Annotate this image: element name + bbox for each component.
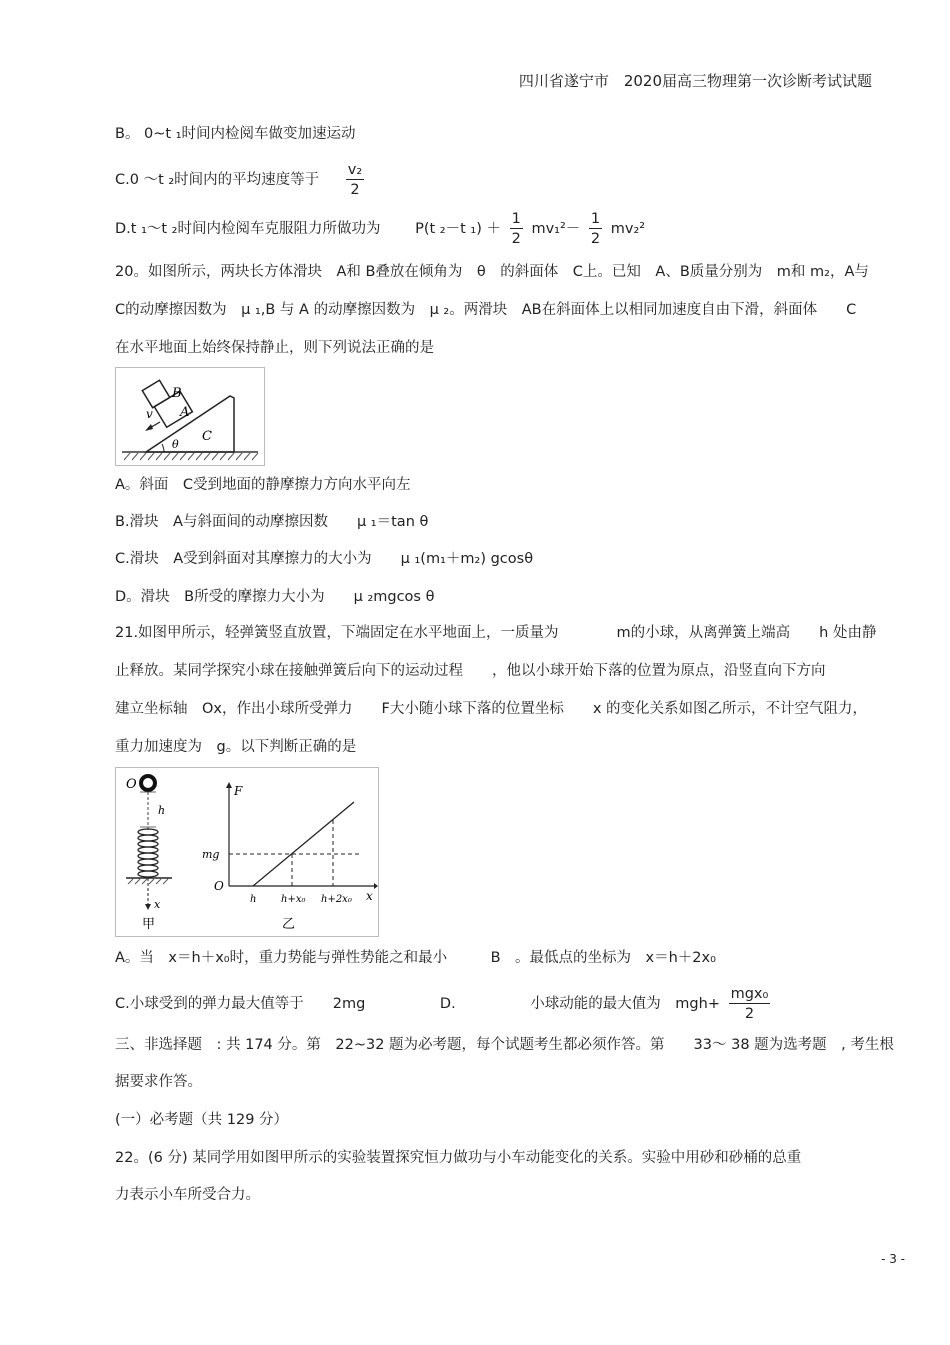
q20-option-d: D。滑块 B所受的摩擦力大小为 μ ₂mgcos θ	[115, 589, 435, 605]
q21-stem-line4: 重力加速度为 g。以下判断正确的是	[115, 739, 357, 755]
q21-option-d-text: 小球动能的最大值为 mgh+	[530, 996, 720, 1012]
page-number: - 3 -	[881, 1252, 905, 1266]
tick-h: h	[250, 894, 257, 905]
q19-c-numerator: v₂	[347, 161, 363, 178]
q21-stem-line2: 止释放。某同学探究小球在接触弹簧后向下的运动过程 ，他以小球开始下落的位置为原点，沿竖直向下方向	[115, 663, 826, 679]
q19-d-expr1: P(t ₂－t ₁) ＋	[415, 221, 501, 237]
q19-d-frac2-den: 2	[590, 230, 601, 247]
q21-option-d-label: D.	[439, 996, 456, 1012]
section3-line2: 据要求作答。	[115, 1074, 202, 1090]
document-header: 四川省遂宁市 2020届高三物理第一次诊断考试试题	[518, 72, 872, 90]
q21-stem-line1: 21.如图甲所示，轻弹簧竖直放置，下端固定在水平地面上，一质量为 m的小球，从离弹簧上端高 h 处由静	[115, 625, 877, 641]
q19-option-c	[115, 158, 368, 202]
jia-h-label: h	[158, 804, 166, 817]
label-c: C	[202, 429, 212, 444]
tick-h-plus-2x0: h+2x₀	[321, 894, 352, 905]
q20-stem-line2: C的动摩擦因数为 μ ₁,B 与 A 的动摩擦因数为 μ ₂。两滑块 AB在斜面体上以相同加速度自由下滑，斜面体 C	[115, 302, 857, 318]
q19-d-frac2-num: 1	[590, 210, 601, 227]
q20-option-b: B.滑块 A与斜面间的动摩擦因数 μ ₁＝tan θ	[115, 514, 429, 530]
label-a: A	[180, 405, 190, 420]
yi-caption: 乙	[282, 917, 296, 932]
q19-d-end: mv₂²	[610, 221, 646, 237]
q21-stem-line3: 建立坐标轴 Ox，作出小球所受弹力 F大小随小球下落的位置坐标 x 的变化关系如图乙所示，不计空气阻力，	[115, 701, 868, 717]
q20-option-a: A。斜面 C受到地面的静摩擦力方向水平向左	[115, 477, 411, 493]
spring-and-graph	[116, 768, 378, 936]
incline-diagram	[116, 368, 264, 465]
label-b: B	[172, 386, 182, 401]
q19-option-c-text: C.0 ～t ₂时间内的平均速度等于	[115, 172, 320, 188]
label-theta: θ	[172, 438, 179, 451]
q20-stem-line3: 在水平地面上始终保持静止，则下列说法正确的是	[115, 340, 434, 356]
section3-subheading: (一）必考题（共 129 分）	[115, 1112, 289, 1128]
q19-option-b: B。 0~t ₁时间内检阅车做变加速运动	[115, 126, 356, 142]
q21-option-c: C.小球受到的弹力最大值等于 2mg	[115, 996, 366, 1012]
force-line	[253, 802, 354, 886]
spring	[138, 829, 158, 877]
q19-d-fraction1	[510, 210, 523, 249]
q21-options-ab: A。当 x＝h＋x₀时，重力势能与弹性势能之和最小 B 。最低点的坐标为 x＝h＋2x₀	[115, 950, 716, 966]
q19-d-fraction2	[589, 210, 602, 249]
origin-label: O	[214, 879, 224, 893]
jia-caption: 甲	[142, 917, 156, 932]
f-axis-label: F	[234, 784, 243, 798]
q20-option-c: C.滑块 A受到斜面对其摩擦力的大小为 μ ₁(m₁＋m₂) gcosθ	[115, 551, 534, 567]
q19-option-d	[115, 207, 645, 251]
q21-options-cd	[115, 982, 774, 1026]
q20-stem-line1: 20。如图所示，两块长方体滑块 A和 B叠放在倾角为 θ 的斜面体 C上。已知 A、B质量分别为 m和 m₂，A与	[115, 264, 869, 280]
label-v: v	[146, 407, 153, 421]
q19-c-denominator: 2	[350, 181, 360, 198]
q21-d-denominator: 2	[744, 1005, 755, 1022]
tick-h-plus-x0: h+x₀	[281, 894, 306, 905]
q21-d-numerator: mgx₀	[730, 985, 769, 1002]
jia-x-label: x	[154, 898, 161, 911]
q20-incline-figure	[115, 367, 265, 466]
q19-d-frac1-den: 2	[511, 230, 521, 247]
q19-c-fraction	[346, 161, 364, 200]
ball	[141, 776, 155, 790]
q21-d-fraction	[729, 985, 771, 1024]
section3-line1: 三、非选择题 : 共 174 分。第 22~32 题为必考题，每个试题考生都必须作答。第 33～ 38 题为选考题 , 考生根	[115, 1037, 894, 1053]
q21-spring-figure	[115, 767, 379, 937]
q19-d-mid: mv₁²－	[531, 221, 581, 237]
x-axis-label: x	[366, 889, 373, 903]
jia-origin-label: O	[126, 777, 137, 792]
q19-d-frac1-num: 1	[511, 210, 521, 227]
q22-line1: 22。(6 分) 某同学用如图甲所示的实验装置探究恒力做功与小车动能变化的关系。实验中用砂和砂桶的总重	[115, 1150, 802, 1166]
q19-option-d-text: D.t ₁～t ₂时间内检阅车克服阻力所做功为	[115, 221, 381, 237]
mg-label: mg	[202, 848, 220, 861]
q22-line2: 力表示小车所受合力。	[115, 1187, 260, 1203]
